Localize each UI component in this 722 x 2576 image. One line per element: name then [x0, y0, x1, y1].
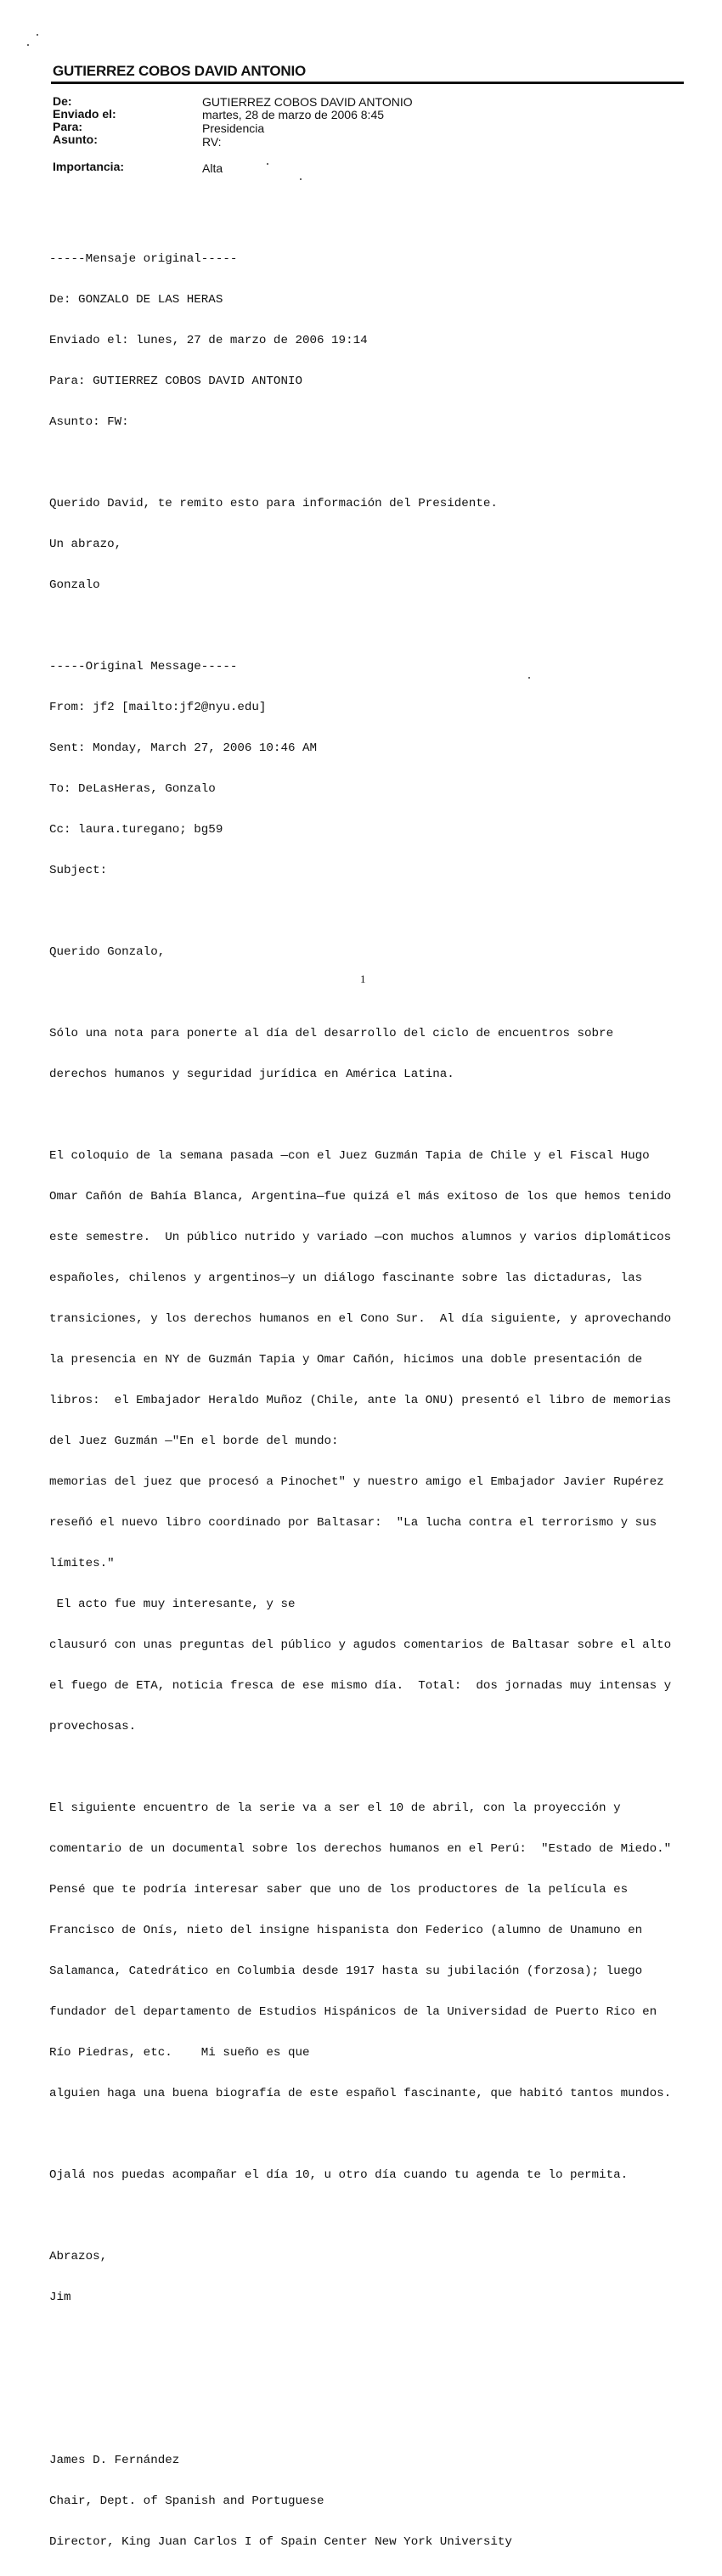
scan-speck — [528, 677, 530, 679]
letter-line: Río Piedras, etc. Mi sueño es que — [49, 2046, 310, 2060]
letter-line: Omar Cañón de Bahía Blanca, Argentina—fue quizá el más exitoso de los que hemos tenido — [49, 1190, 672, 1203]
page-number: 1 — [360, 972, 366, 985]
letter-line: provechosas. — [49, 1720, 137, 1733]
letter-line: transiciones, y los derechos humanos en el Cono Sur. Al día siguiente, y aprovechando — [49, 1312, 672, 1326]
original-cc: Cc: laura.turegano; bg59 — [49, 823, 223, 837]
letter-line: reseñó el nuevo libro coordinado por Baltasar: "La lucha contra el terrorismo y sus — [49, 1516, 657, 1530]
letter-line: españoles, chilenos y argentinos—y un diálogo fascinante sobre las dictaduras, las — [49, 1271, 643, 1285]
letter-line: memorias del juez que procesó a Pinochet" y nuestro amigo el Embajador Javier Rupérez — [49, 1475, 664, 1489]
letter-greeting: Querido Gonzalo, — [49, 945, 166, 959]
forward-divider: -----Mensaje original----- — [49, 252, 238, 266]
letter-line: Pensé que te podría interesar saber que uno de los productores de la película es — [49, 1883, 629, 1897]
letter-line: El acto fue muy interesante, y se — [49, 1598, 296, 1611]
signature-title: Director, King Juan Carlos I of Spain Center New York University — [49, 2535, 512, 2549]
importance-value: Alta — [202, 161, 223, 175]
importance-label: Importancia: — [53, 160, 125, 173]
scan-speck — [27, 44, 29, 46]
letter-line: el fuego de ETA, noticia fresca de ese mismo día. Total: dos jornadas muy intensas y — [49, 1679, 672, 1693]
from-label: De: — [53, 94, 72, 108]
letter-line: Ojalá nos puedas acompañar el día 10, u otro día cuando tu agenda te lo permita. — [49, 2168, 629, 2182]
letter-line: derechos humanos y seguridad jurídica en América Latina. — [49, 1068, 454, 1081]
original-from: From: jf2 [mailto:jf2@nyu.edu] — [49, 701, 267, 714]
letter-line: fundador del departamento de Estudios Hispánicos de la Universidad de Puerto Rico en — [49, 2005, 657, 2019]
subject-value: RV: — [202, 135, 222, 149]
forward-body-line: Querido David, te remito esto para información del Presidente. — [49, 497, 498, 510]
heading-rule — [51, 82, 684, 84]
subject-label: Asunto: — [53, 132, 98, 146]
signature-title: Chair, Dept. of Spanish and Portuguese — [49, 2494, 324, 2508]
scan-speck — [300, 178, 302, 180]
original-subject: Subject: — [49, 864, 108, 877]
forward-body-line: Gonzalo — [49, 578, 100, 592]
forward-sent: Enviado el: lunes, 27 de marzo de 2006 19:14 — [49, 334, 368, 347]
from-value: GUTIERREZ COBOS DAVID ANTONIO — [202, 95, 413, 109]
letter-line: El siguiente encuentro de la serie va a ser el 10 de abril, con la proyección y — [49, 1801, 621, 1815]
letter-line: del Juez Guzmán —"En el borde del mundo: — [49, 1435, 339, 1448]
letter-closing: Abrazos, — [49, 2250, 108, 2263]
signature-name: James D. Fernández — [49, 2454, 180, 2467]
letter-line: comentario de un documental sobre los derechos humanos en el Perú: "Estado de Miedo." — [49, 1842, 672, 1856]
to-value: Presidencia — [202, 121, 265, 135]
original-divider: -----Original Message----- — [49, 660, 238, 674]
message-body — [49, 225, 695, 2576]
original-sent: Sent: Monday, March 27, 2006 10:46 AM — [49, 741, 318, 755]
letter-signoff: Jim — [49, 2291, 71, 2304]
letter-line: clausuró con unas preguntas del público y agudos comentarios de Baltasar sobre el alto — [49, 1638, 672, 1652]
letter-line: alguien haga una buena biografía de este español fascinante, que habitó tantos mundos. — [49, 2087, 672, 2100]
sent-value: martes, 28 de marzo de 2006 8:45 — [202, 108, 385, 121]
letter-line: El coloquio de la semana pasada —con el Juez Guzmán Tapia de Chile y el Fiscal Hugo — [49, 1149, 650, 1163]
letter-line: libros: el Embajador Heraldo Muñoz (Chile, ante la ONU) presentó el libro de memorias — [49, 1394, 672, 1407]
original-to: To: DeLasHeras, Gonzalo — [49, 782, 216, 796]
forward-from: De: GONZALO DE LAS HERAS — [49, 293, 223, 307]
sender-heading: GUTIERREZ COBOS DAVID ANTONIO — [53, 63, 307, 79]
letter-line: Sólo una nota para ponerte al día del desarrollo del ciclo de encuentros sobre — [49, 1027, 614, 1040]
scan-speck — [267, 163, 268, 165]
letter-line: Salamanca, Catedrático en Columbia desde 1917 hasta su jubilación (forzosa); luego — [49, 1964, 643, 1978]
letter-line: la presencia en NY de Guzmán Tapia y Omar Cañón, hicimos una doble presentación de — [49, 1353, 643, 1367]
forward-to: Para: GUTIERREZ COBOS DAVID ANTONIO — [49, 375, 302, 388]
to-label: Para: — [53, 120, 83, 133]
scan-speck — [37, 34, 38, 36]
letter-line: límites." — [49, 1557, 115, 1570]
sent-label: Enviado el: — [53, 107, 116, 121]
forward-subject: Asunto: FW: — [49, 415, 129, 429]
forward-body-line: Un abrazo, — [49, 538, 122, 551]
letter-line: Francisco de Onís, nieto del insigne hispanista don Federico (alumno de Unamuno en — [49, 1924, 643, 1937]
letter-line: este semestre. Un público nutrido y variado —con muchos alumnos y varios diplomáticos — [49, 1231, 672, 1244]
